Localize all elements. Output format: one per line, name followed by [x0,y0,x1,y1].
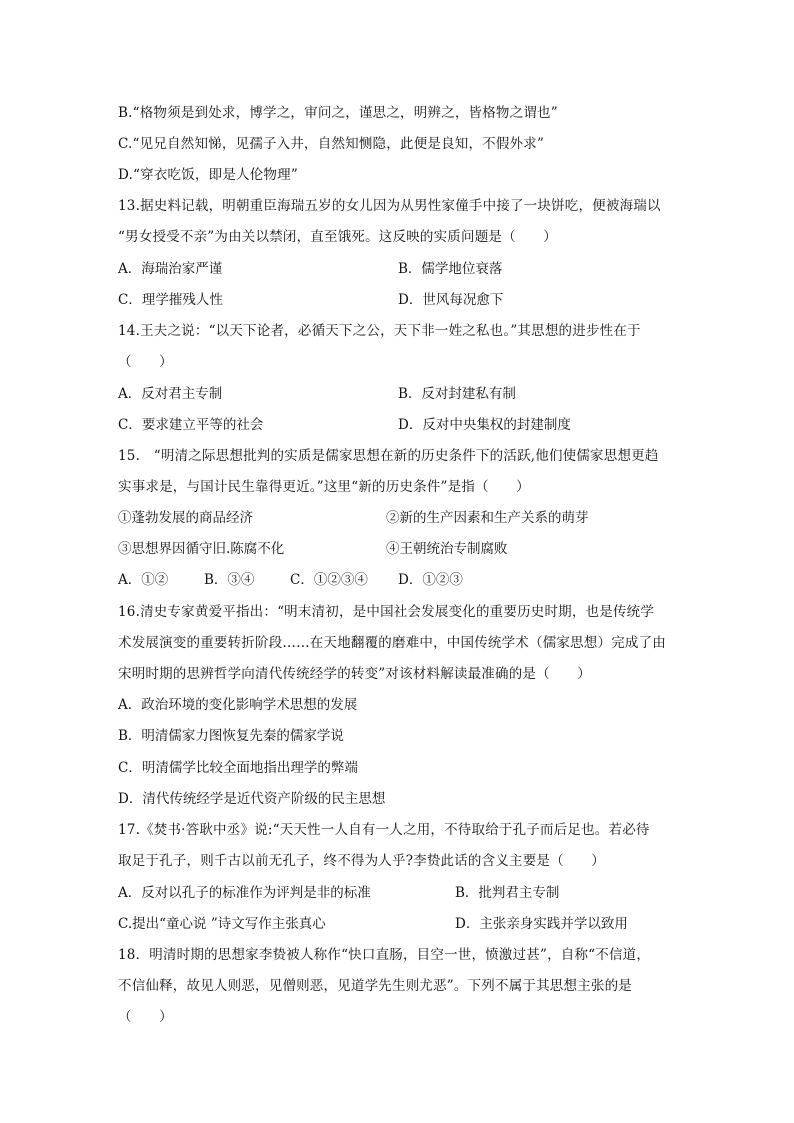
q16-stem-line3: 宋明时期的思辨哲学向清代传统经学的转变”对该材料解读最准确的是（ ） [118,666,591,682]
q15-stem-line1: 15. “明清之际思想批判的实质是儒家思想在新的历史条件下的活跃,他们使儒家思想更趋 [118,448,659,464]
q16-option-d: D．清代传统经学是近代资产阶级的民主思想 [118,791,386,807]
q13-stem-line1: 13.据史料记载，明朝重臣海瑞五岁的女儿因为从男性家僮手中接了一块饼吃，便被海瑞以 [118,198,661,214]
q15-option-c: C．①②③④ [290,572,368,588]
q13-option-b: B．儒学地位衰落 [398,261,503,277]
q17-option-c: C.提出“童心说 ”诗文写作主张真心 [118,916,326,932]
q13-option-d: D．世风每况愈下 [398,292,504,308]
q16-stem-line2: 术发展演变的重要转折阶段……在天地翻覆的磨难中，中国传统学术（儒家思想）完成了由 [118,635,666,651]
q14-option-d: D．反对中央集权的封建制度 [398,417,571,433]
q14-stem-line1: 14.王夫之说：“以天下论者，必循天下之公，天下非一姓之私也。”其思想的进步性在于 [118,323,641,339]
q12-option-b: B.“格物须是到处求，博学之，审问之，谨思之，明辨之，皆格物之谓也” [118,105,558,121]
q16-option-a: A．政治环境的变化影响学术思想的发展 [118,697,358,713]
q18-stem-line3: （ ） [118,1009,173,1025]
q15-item-3: ③思想界因循守旧.陈腐不化 [118,541,285,557]
q14-stem-line2: （ ） [118,354,173,370]
q16-option-c: C．明清儒学比较全面地指出理学的弊端 [118,760,358,776]
q17-option-b: B．批判君主专制 [455,885,560,901]
q17-stem-line2: 取足于孔子，则千古以前无孔子，终不得为人乎?李贽此话的含义主要是（ ） [118,853,605,869]
q15-item-1: ①蓬勃发展的商品经济 [118,510,253,526]
q13-option-a: A．海瑞治家严谨 [118,261,223,277]
q15-option-b: B．③④ [204,572,255,588]
q17-option-a: A．反对以孔子的标准作为评判是非的标准 [118,885,371,901]
q15-option-d: D．①②③ [398,572,463,588]
q15-option-a: A．①② [118,572,169,588]
q18-stem-line2: 不信仙释，故见人则恶，见僧则恶，见道学先生则尤恶”。下列不属于其思想主张的是 [118,978,633,994]
q16-stem-line1: 16.清史专家黄爱平指出：“明末清初，是中国社会发展变化的重要历史时期，也是传统学 [118,604,655,620]
q15-stem-line2: 实事求是，与国计民生靠得更近。”这里“新的历史条件”是指（ ） [118,479,530,495]
q13-option-c: C．理学摧残人性 [118,292,223,308]
q17-stem-line1: 17.《焚书·答耿中丞》说:“天天性一人自有一人之用，不待取给于孔子而后足也。若必待 [118,822,650,838]
q12-option-d: D.“穿衣吃饭，即是人伦物理” [118,167,298,183]
q16-option-b: B．明清儒家力图恢复先秦的儒家学说 [118,728,344,744]
q14-option-b: B．反对封建私有制 [398,386,516,402]
q15-item-4: ④王朝统治专制腐败 [386,541,508,557]
q12-option-c: C.“见兄自然知悌，见孺子入井，自然知恻隐，此便是良知，不假外求” [118,136,545,152]
q15-item-2: ②新的生产因素和生产关系的萌芽 [386,510,589,526]
q13-stem-line2: “男女授受不亲”为由关以禁闭，直至饿死。这反映的实质问题是（ ） [118,229,557,245]
q18-stem-line1: 18．明清时期的思想家李贽被人称作“快口直肠，目空一世，愤激过甚”，自称“不信道， [118,947,651,963]
q17-option-d: D．主张亲身实践并学以致用 [455,916,628,932]
q14-option-c: C．要求建立平等的社会 [118,417,264,433]
q14-option-a: A．反对君主专制 [118,386,223,402]
